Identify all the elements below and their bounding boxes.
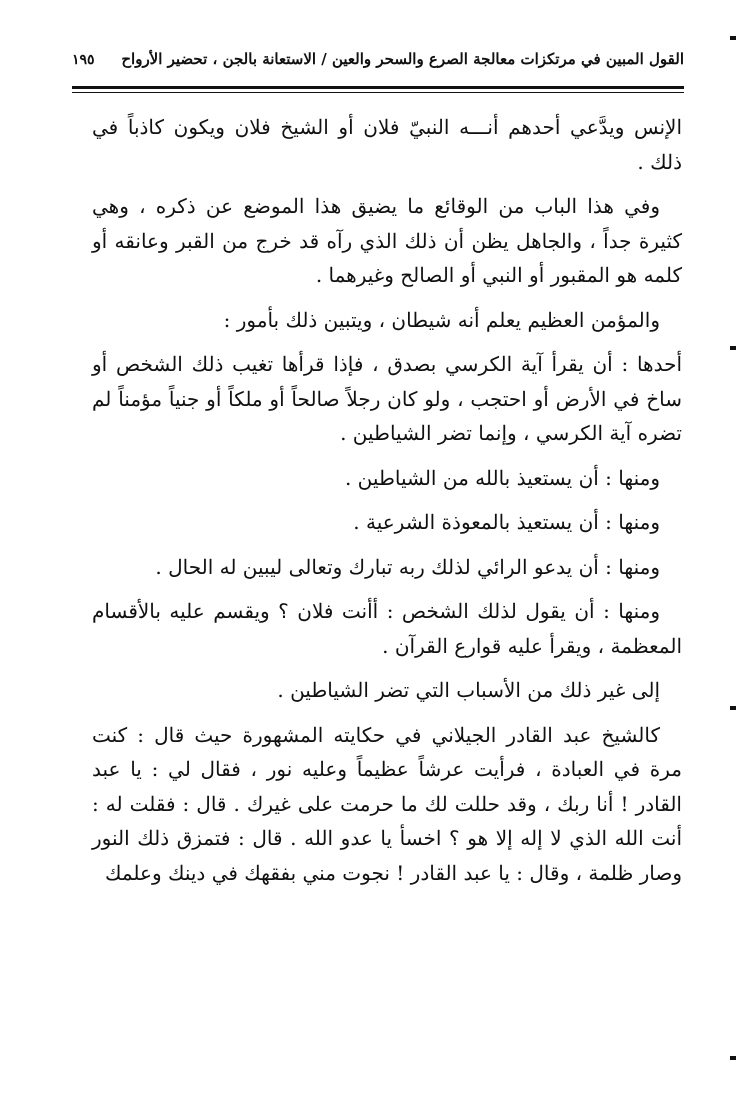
header-rule-thick — [72, 86, 684, 89]
paragraph-7: ومنها : أن يدعو الرائي لذلك ربه تبارك وتعالى ليبين له الحال . — [155, 554, 660, 579]
margin-mark — [730, 346, 736, 350]
body-text — [92, 110, 682, 890]
paragraph-1: الإنس ويدَّعي أحدهم أنـــه النبيّ فلان أو الشيخ فلان ويكون كاذباً في ذلك . — [92, 115, 682, 174]
margin-mark — [730, 706, 736, 710]
header-title: القول المبين في مرتكزات معالجة الصرع والسحر والعين / الاستعانة بالجن ، تحضير الأرواح — [121, 50, 684, 68]
paragraph-2: وفي هذا الباب من الوقائع ما يضيق هذا الموضع عن ذكره ، وهي كثيرة جداً ، والجاهل يظن أن ذلك الذي رآه قد خرج من القبر وعانقه أو كلمه هو المقبور أو النبي أو الصالح وغيرهما . — [92, 194, 682, 287]
paragraph-9: إلى غير ذلك من الأسباب التي تضر الشياطين . — [277, 678, 660, 702]
margin-mark — [730, 1056, 736, 1060]
running-header — [72, 40, 684, 84]
paragraph-4: أحدها : أن يقرأ آية الكرسي بصدق ، فإذا قرأها تغيب ذلك الشخص أو ساخ في الأرض أو احتجب ، ولو كان رجلاً صالحاً أو ملكاً أو جنياً مؤمناً لم تضره آية الكرسي ، وإنما تضر الشياطين . — [92, 352, 682, 445]
header-rule-thin — [72, 92, 684, 93]
paragraph-8: ومنها : أن يقول لذلك الشخص : أأنت فلان ؟ ويقسم عليه بالأقسام المعظمة ، ويقرأ عليه قوارع القرآن . — [92, 599, 682, 658]
margin-mark — [730, 36, 736, 40]
paragraph-6: ومنها : أن يستعيذ بالمعوذة الشرعية . — [353, 510, 660, 534]
paragraph-5: ومنها : أن يستعيذ بالله من الشياطين . — [344, 465, 660, 490]
paragraph-10: كالشيخ عبد القادر الجيلاني في حكايته المشهورة حيث قال : كنت مرة في العبادة ، فرأيت عرشاً عظيماً وعليه نور ، فقال لي : يا عبد القادر ! أنا ربك ، وقد حللت لك ما حرمت على غيرك . قال : فقلت له : أنت الله الذي لا إله إلا هو ؟ اخسأ يا عدو الله . قال : فتمزق ذلك النور وصار ظلمة ، وقال : يا عبد القادر ! نجوت مني بفقهك في دينك وعلمك — [92, 722, 682, 885]
paragraph-3: والمؤمن العظيم يعلم أنه شيطان ، ويتبين ذلك بأمور : — [223, 307, 660, 332]
page-number: ١٩٥ — [72, 52, 95, 68]
